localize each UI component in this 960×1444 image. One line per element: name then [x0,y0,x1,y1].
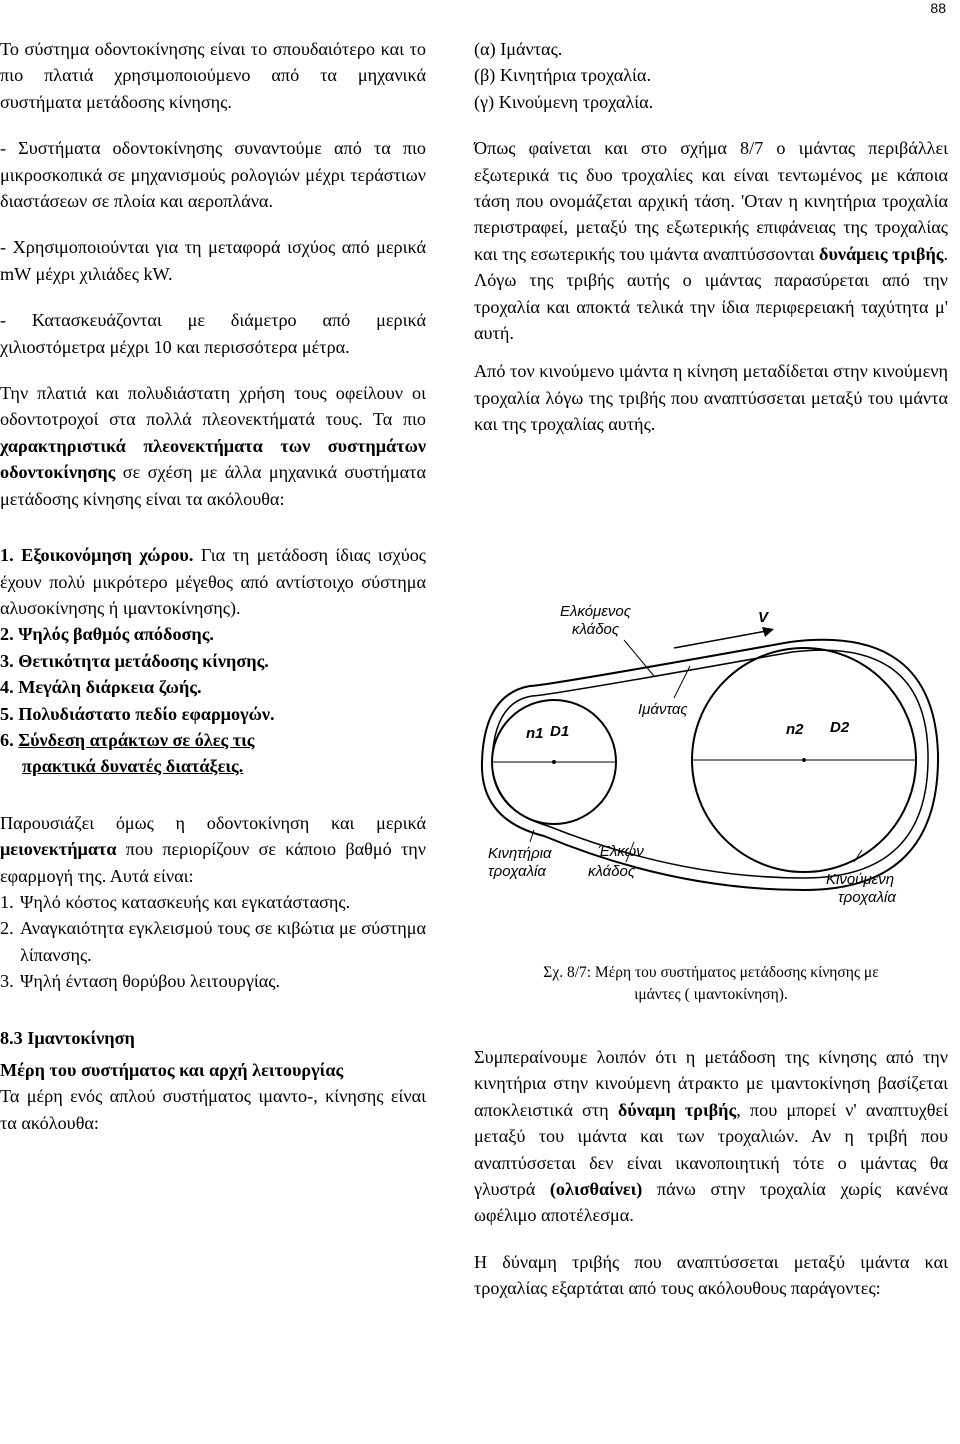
disadvantage-2-number: 2. [0,918,14,939]
friction-force-bold: δύναμη τριβής [617,1099,737,1120]
section-heading [0,1025,426,1051]
advantage-3 [0,648,426,674]
slack-side-label-1: Έλκων [598,843,644,860]
d1-label: D1 [550,723,570,740]
conclusion-text: Συμπεραίνουμε λοιπόν ότι η μετάδοση της κίνησης από την κινητήρια στην κινούμενη άτρακτο με ιμαντοκίνηση βασίζεται αποκλειστικά στη [474,1047,948,1120]
conclusion-mid: , που μπορεί ν' αναπτυχθεί μεταξύ του ιμάντα και των τροχαλιών. Αν η τριβή που αναπτύσσεται δεν είναι ικανοποιητική τότε ο ιμάντας θα γλυστρά [474,1099,948,1200]
conclusion-tail: πάνω στην τροχαλία χωρίς κανένα ωφέλιμο αποτέλεσμα. [474,1179,949,1226]
bullet-diameter-range: - Κατασκευάζονται με διάμετρο από μερικά χιλιοστόμετρα μέχρι 10 και περισσότερα μέτρα. [0,310,426,357]
driving-center [552,760,556,764]
velocity-arrow-head [762,627,774,637]
n2-label: n2 [786,721,804,738]
tight-side-label-2: κλάδος [572,621,620,638]
driven-pulley-label-1: Κινούμενη [826,871,895,888]
disadvantages-intro-tail: που περιορίζουν σε κάποιο βαθμό την εφαρμογή της. Αυτά είναι: [0,839,426,886]
advantage-6-title-cont: πρακτικά δυνατές διατάξεις. [22,756,244,777]
transmission-paragraph: Από τον κινούμενο ιμάντα η κίνηση μεταδίδεται στην κινούμενη τροχαλία λόγω της τριβής που αναπτύσσεται μεταξύ του ιμάντα και της τροχαλίας αυτής. [474,361,948,435]
disadvantage-3-number: 3. [0,971,14,992]
velocity-arrow-line [674,630,772,648]
left-column [0,36,426,1136]
disadvantages-intro [0,810,426,889]
advantages-intro [0,380,426,512]
disadvantage-2 [0,915,426,968]
driven-pulley-label-2: τροχαλία [838,889,896,906]
advantage-6 [0,727,426,780]
advantage-4-title: 4. Μεγάλη διάρκεια ζωής. [0,677,202,698]
belt-drive-figure [474,594,960,914]
conclusion-paragraph [474,1044,948,1229]
n1-label: n1 [526,725,544,742]
part-c: (γ) Κινούμενη τροχαλία. [474,91,654,112]
right-lower [474,962,948,1302]
page-number: 88 [930,0,946,16]
sub-heading [0,1057,426,1083]
disadvantages-intro-bold: μειονεκτήματα [0,839,117,860]
belt-inner [492,650,928,878]
disadvantage-1-text: Ψηλό κόστος κατασκευής και εγκατάστασης. [20,891,351,912]
disadvantage-1-number: 1. [0,891,14,912]
right-column [474,36,948,438]
advantage-6-title: Σύνδεση ατράκτων σε όλες τις [18,729,255,750]
d2-label: D2 [830,719,850,736]
advantage-6-number: 6. [0,729,19,750]
operation-text: Όπως φαίνεται και στο σχήμα 8/7 ο ιμάντας περιβάλλει εξωτερικά τις δυο τροχαλίες και είναι τεντωμένος με κάποια τάση που ονομάζεται αρχική τάση. 'Οταν η κινητήρια τροχαλία περιστραφεί, μεταξύ της εξωτερικής επιφάνειας της τροχαλίας και της εσωτερικής του ιμάντα αναπτύσσονται [474,138,948,264]
figure-caption-line-2: ιμάντες ( ιμαντοκίνηση). [634,986,788,1003]
advantage-2 [0,621,426,647]
disadvantage-2-text: Αναγκαιότητα εγκλεισμού τους σε κιβώτια με σύστημα λίπανσης. [20,918,426,965]
disadvantage-1 [0,889,426,915]
advantage-3-title: 3. Θετικότητα μετάδοσης κίνησης. [0,650,269,671]
driving-pulley-label-1: Κινητήρια [488,845,552,862]
velocity-label: V [758,609,769,626]
slipping-bold: (ολισθαίνει) [549,1179,643,1200]
sub-heading-text: Μέρη του συστήματος και αρχή λειτουργίας [0,1060,344,1080]
bullet-power-range: - Χρησιμοποιούνται για τη μεταφορά ισχύος από μερικά mW μέχρι χιλιάδες kW. [0,237,426,284]
belt-label: Ιμάντας [638,701,688,718]
advantage-5 [0,701,426,727]
advantage-1-title: 1. Εξοικονόμηση χώρου. [0,545,194,566]
part-b: (β) Κινητήρια τροχαλία. [474,65,652,86]
driving-pulley-label-2: τροχαλία [488,863,546,880]
advantage-1-text: Για τη μετάδοση ίδιας ισχύος έχουν πολύ μικρότερο μέγεθος από αντίστοιχο σύστημα αλυσοκίνησης ή ιμαντοκίνησης). [0,545,426,618]
figure-caption-line-1: Σχ. 8/7: Μέρη του συστήματος μετάδοσης κίνησης με [543,964,879,981]
part-a: (α) Ιμάντας. [474,39,563,59]
driven-center [802,758,806,762]
slack-side-label-2: κλάδος [588,863,636,880]
intro-paragraph: Το σύστημα οδοντοκίνησης είναι το σπουδαιότερο και το πιο πλατιά χρησιμοποιούμενο από τα μηχανικά συστήματα μετάδοσης κίνησης. [0,39,426,112]
section-heading-text: 8.3 Ιμαντοκίνηση [0,1027,135,1048]
bullet-usage-scale: - Συστήματα οδοντοκίνησης συναντούμε από τα πιο μικροσκοπικά σε μηχανισμούς ρολογιών μέχρι τεράστιων διαστάσεων σε πλοία και αεροπλάνα. [0,138,426,212]
operation-paragraph [474,135,948,346]
disadvantage-3 [0,968,426,994]
advantage-1 [0,542,426,621]
friction-forces-bold: δυνάμεις τριβής [819,243,944,264]
parts-intro: Τα μέρη ενός απλού συστήματος ιμαντο-, κίνησης είναι τα ακόλουθα: [0,1086,426,1133]
advantage-2-title: 2. Ψηλός βαθμός απόδοσης. [0,624,214,645]
advantages-intro-bold: χαρακτηριστικά πλεονεκτήματα των συστημάτων οδοντοκίνησης [0,435,426,483]
disadvantage-3-text: Ψηλή ένταση θορύβου λειτουργίας. [20,971,281,992]
advantage-4 [0,674,426,700]
advantage-5-title: 5. Πολυδιάστατο πεδίο εφαρμογών. [0,703,275,724]
disadvantages-intro-text: Παρουσιάζει όμως η οδοντοκίνηση και μερικά [0,812,426,833]
operation-tail: . Λόγω της τριβής αυτής ο ιμάντας παρασύρεται από την τροχαλία και αποκτά τελικά την ίδια περιφερειακή ταχύτητα μ' αυτή. [474,243,948,344]
factors-paragraph: Η δύναμη τριβής που αναπτύσσεται μεταξύ ιμάντα και τροχαλίας εξαρτάται από τους ακόλουθους παράγοντες: [474,1251,948,1299]
advantages-intro-tail: σε σχέση με άλλα μηχανικά συστήματα μετάδοσης κίνησης είναι τα ακόλουθα: [0,462,426,509]
advantages-intro-text: Την πλατιά και πολυδιάστατη χρήση τους οφείλουν οι οδοντοτροχοί στα πολλά πλεονεκτήματά τους. Τα πιο [0,383,426,430]
belt-drive-diagram [474,594,960,914]
tight-side-label-1: Ελκόμενος [560,603,631,620]
